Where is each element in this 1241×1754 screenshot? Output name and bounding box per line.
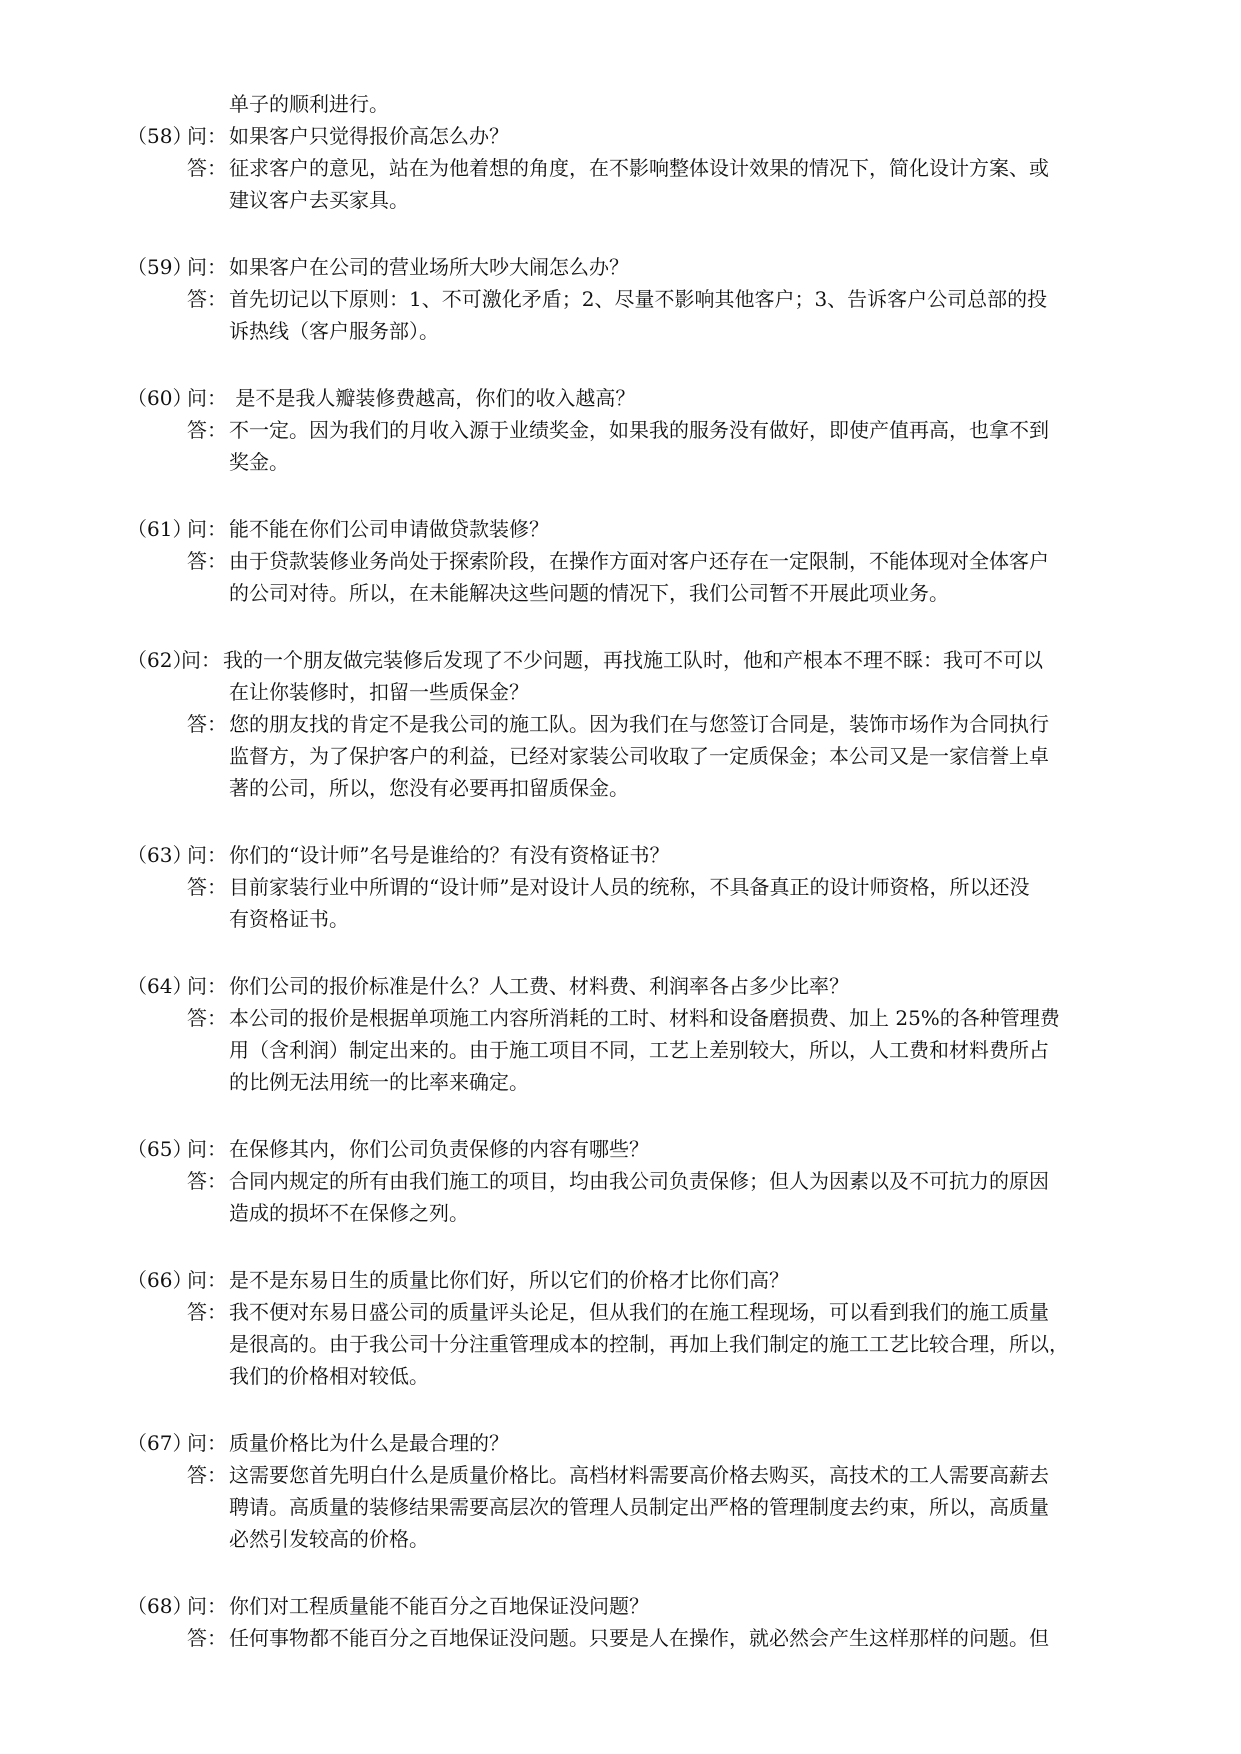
question-number: （68） (127, 1594, 193, 1618)
question-line (0, 1133, 1241, 1165)
continued-answer-line: 单子的顺利进行。 (229, 92, 389, 116)
question-line (0, 1264, 1241, 1296)
answer-continuation: 我们的价格相对较低。 (229, 1364, 429, 1388)
question-line (0, 513, 1241, 545)
question-number: （65） (127, 1137, 193, 1161)
answer-text: 本公司的报价是根据单项施工内容所消耗的工时、材料和设备磨损费、加上 25%的各种管理费 (229, 1006, 1060, 1030)
question-label: 问： (187, 517, 227, 541)
answer-continuation: 用（含利润）制定出来的。由于施工项目不同，工艺上差别较大，所以，人工费和材料费所占 (229, 1038, 1049, 1062)
answer-text: 合同内规定的所有由我们施工的项目，均由我公司负责保修；但人为因素以及不可抗力的原因 (229, 1169, 1049, 1193)
question-continuation: 在让你装修时，扣留一些质保金？ (229, 680, 529, 704)
answer-line (0, 545, 1241, 577)
qa-item (0, 1427, 1241, 1555)
question-number: （62） (127, 648, 193, 672)
qa-item (0, 513, 1241, 609)
qa-item (0, 251, 1241, 347)
answer-continuation: 聘请。高质量的装修结果需要高层次的管理人员制定出严格的管理制度去约束，所以，高质量 (229, 1495, 1049, 1519)
qa-item (0, 839, 1241, 935)
answer-label: 答： (187, 1169, 227, 1193)
question-text: 在保修其内，你们公司负责保修的内容有哪些？ (229, 1137, 649, 1161)
question-number: （64） (127, 974, 193, 998)
qa-item (0, 1590, 1241, 1654)
question-number: （66） (127, 1268, 193, 1292)
answer-text: 这需要您首先明白什么是质量价格比。高档材料需要高价格去购买，高技术的工人需要高薪去 (229, 1463, 1049, 1487)
question-line (0, 120, 1241, 152)
answer-continuation: 造成的损坏不在保修之列。 (229, 1201, 469, 1225)
question-label: 问： (181, 648, 221, 672)
question-line (0, 644, 1241, 676)
question-line (0, 382, 1241, 414)
answer-line (0, 708, 1241, 740)
answer-label: 答： (187, 712, 227, 736)
qa-item (0, 1133, 1241, 1229)
question-text: 是不是东易日生的质量比你们好，所以它们的价格才比你们高？ (229, 1268, 789, 1292)
qa-item (0, 1264, 1241, 1392)
answer-continuation: 必然引发较高的价格。 (229, 1527, 429, 1551)
answer-label: 答： (187, 418, 227, 442)
question-number: （58） (127, 124, 193, 148)
answer-continuation: 有资格证书。 (229, 907, 349, 931)
answer-label: 答： (187, 1463, 227, 1487)
answer-text: 征求客户的意见，站在为他着想的角度，在不影响整体设计效果的情况下，简化设计方案、或 (229, 156, 1049, 180)
question-line (0, 1590, 1241, 1622)
question-line (0, 839, 1241, 871)
answer-continuation: 著的公司，所以，您没有必要再扣留质保金。 (229, 776, 629, 800)
answer-text: 由于贷款装修业务尚处于探索阶段，在操作方面对客户还存在一定限制，不能体现对全体客户 (229, 549, 1049, 573)
question-label: 问： (187, 974, 227, 998)
answer-line (0, 1622, 1241, 1654)
question-text: 我的一个朋友做完装修后发现了不少问题，再找施工队时，他和产根本不理不睬：我可不可以 (223, 648, 1043, 672)
answer-line (0, 414, 1241, 446)
question-label: 问： (187, 1137, 227, 1161)
answer-line (0, 871, 1241, 903)
question-label: 问： (187, 843, 227, 867)
question-text: 是不是我人瓣装修费越高，你们的收入越高？ (229, 386, 636, 410)
answer-text: 不一定。因为我们的月收入源于业绩奖金，如果我的服务没有做好，即使产值再高，也拿不到 (229, 418, 1049, 442)
answer-line (0, 283, 1241, 315)
answer-label: 答： (187, 156, 227, 180)
qa-item (0, 644, 1241, 804)
answer-text: 目前家装行业中所谓的“设计师”是对设计人员的统称，不具备真正的设计师资格，所以还没 (229, 875, 1030, 899)
answer-text: 您的朋友找的肯定不是我公司的施工队。因为我们在与您签订合同是，装饰市场作为合同执行 (229, 712, 1049, 736)
question-number: （59） (127, 255, 193, 279)
question-label: 问： (187, 124, 227, 148)
question-text: 质量价格比为什么是最合理的？ (229, 1431, 509, 1455)
answer-label: 答： (187, 1626, 227, 1650)
question-text: 你们的“设计师”名号是谁给的？有没有资格证书？ (229, 843, 670, 867)
qa-item (0, 120, 1241, 216)
answer-continuation: 建议客户去买家具。 (229, 188, 409, 212)
answer-continuation: 的比例无法用统一的比率来确定。 (229, 1070, 529, 1094)
question-label: 问： (187, 255, 227, 279)
question-label: 问： (187, 386, 227, 410)
question-text: 你们公司的报价标准是什么？人工费、材料费、利润率各占多少比率？ (229, 974, 849, 998)
answer-continuation: 的公司对待。所以，在未能解决这些问题的情况下，我们公司暂不开展此项业务。 (229, 581, 949, 605)
question-number: （61） (127, 517, 193, 541)
question-line (0, 1427, 1241, 1459)
question-number: （60） (127, 386, 193, 410)
question-text: 如果客户在公司的营业场所大吵大闹怎么办？ (229, 255, 629, 279)
answer-line (0, 152, 1241, 184)
question-line (0, 251, 1241, 283)
question-line (0, 970, 1241, 1002)
question-number: （67） (127, 1431, 193, 1455)
answer-label: 答： (187, 287, 227, 311)
qa-item (0, 970, 1241, 1098)
answer-text: 首先切记以下原则：1、不可激化矛盾；2、尽量不影响其他客户；3、告诉客户公司总部的投 (229, 287, 1048, 311)
answer-text: 我不便对东易日盛公司的质量评头论足，但从我们的在施工程现场，可以看到我们的施工质量 (229, 1300, 1049, 1324)
qa-item (0, 382, 1241, 478)
answer-continuation: 监督方，为了保护客户的利益，已经对家装公司收取了一定质保金；本公司又是一家信誉上卓 (229, 744, 1049, 768)
answer-label: 答： (187, 875, 227, 899)
qa-list (0, 120, 1241, 1654)
answer-label: 答： (187, 1006, 227, 1030)
answer-line (0, 1002, 1241, 1034)
answer-text: 任何事物都不能百分之百地保证没问题。只要是人在操作，就必然会产生这样那样的问题。但 (229, 1626, 1049, 1650)
question-text: 你们对工程质量能不能百分之百地保证没问题？ (229, 1594, 649, 1618)
answer-line (0, 1296, 1241, 1328)
question-label: 问： (187, 1594, 227, 1618)
question-text: 如果客户只觉得报价高怎么办？ (229, 124, 509, 148)
answer-line (0, 1165, 1241, 1197)
question-label: 问： (187, 1431, 227, 1455)
answer-continuation: 诉热线（客户服务部）。 (229, 319, 439, 343)
answer-label: 答： (187, 549, 227, 573)
answer-continuation: 是很高的。由于我公司十分注重管理成本的控制，再加上我们制定的施工工艺比较合理，所以， (229, 1332, 1069, 1356)
answer-continuation: 奖金。 (229, 450, 289, 474)
answer-line (0, 1459, 1241, 1491)
question-number: （63） (127, 843, 193, 867)
question-text: 能不能在你们公司申请做贷款装修？ (229, 517, 549, 541)
answer-label: 答： (187, 1300, 227, 1324)
question-label: 问： (187, 1268, 227, 1292)
